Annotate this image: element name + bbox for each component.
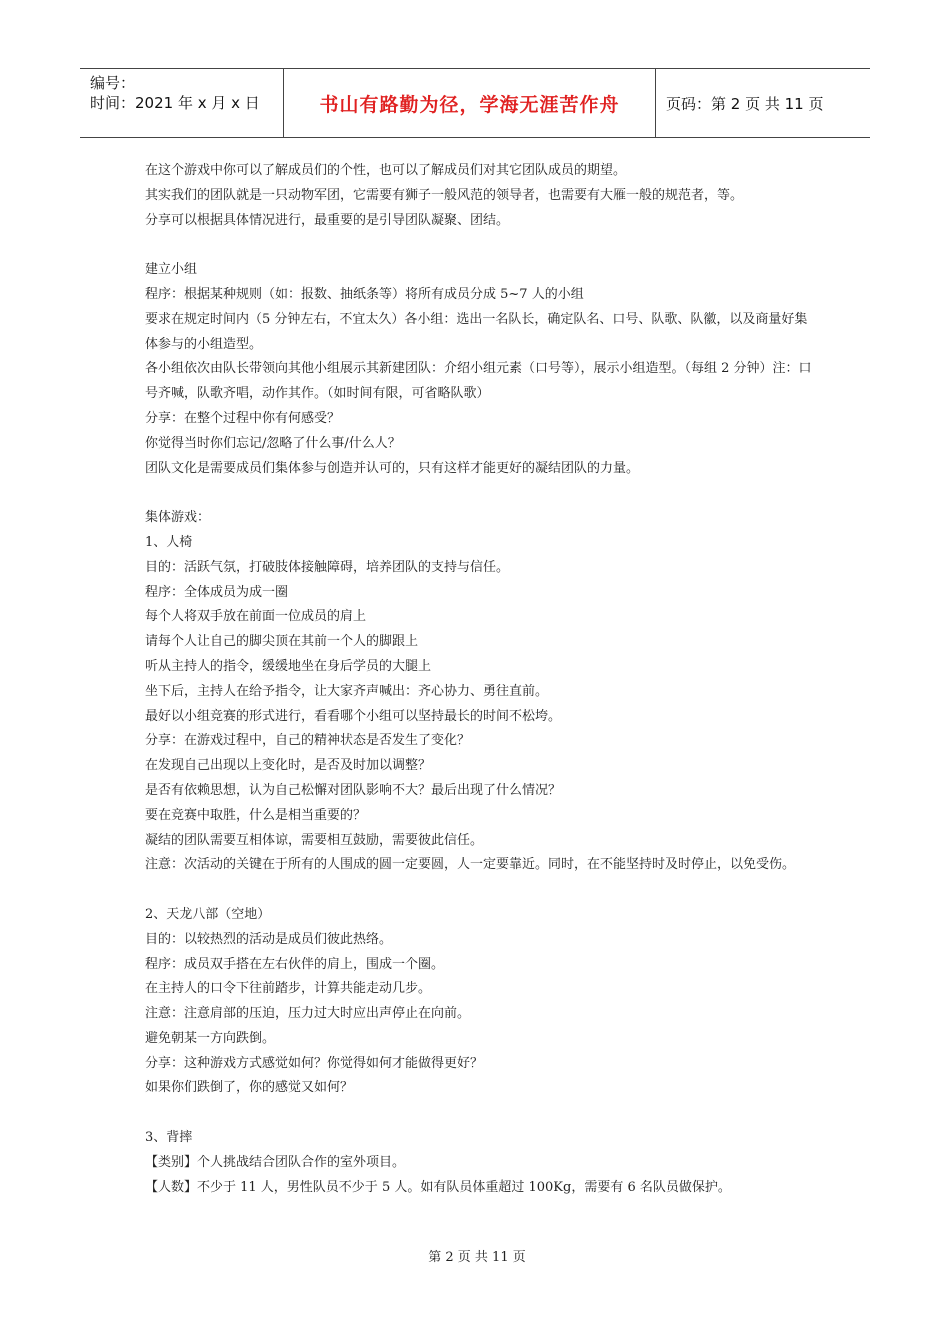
paragraph: 1、人椅	[145, 534, 193, 550]
paragraph: 避免朝某一方向跌倒。	[145, 1030, 276, 1046]
paragraph: 团队文化是需要成员们集体参与创造并认可的，只有这样才能更好的凝结团队的力量。	[145, 460, 640, 476]
paragraph: 最好以小组竞赛的形式进行，看看哪个小组可以坚持最长的时间不松垮。	[145, 708, 562, 724]
paragraph: 2、天龙八部（空地）	[145, 906, 271, 922]
paragraph: 目的：以较热烈的活动是成员们彼此热络。	[145, 931, 393, 947]
header-meta	[80, 69, 283, 137]
paragraph: 如果你们跌倒了，你的感觉又如何？	[145, 1080, 354, 1096]
paragraph: 其实我们的团队就是一只动物军团，它需要有狮子一般风范的领导者，也需要有大雁一般的规范者，等。	[145, 187, 744, 203]
paragraph: 分享：在整个过程中你有何感受？	[145, 410, 341, 426]
paragraph: 程序：全体成员为成一圈	[145, 584, 289, 600]
paragraph: 程序：成员双手搭在左右伙伴的肩上，围成一个圈。	[145, 956, 445, 972]
paragraph-gap	[145, 878, 815, 903]
paragraph: 要求在规定时间内（5 分钟左右，不宜太久）各小组：选出一名队长，确定队名、口号、队歌、队徽，以及商量好集体参与的小组造型。	[145, 311, 808, 352]
paragraph-gap	[145, 233, 815, 258]
paragraph: 注意：次活动的关键在于所有的人围成的圆一定要圆，人一定要靠近。同时，在不能坚持时及时停止，以免受伤。	[145, 857, 796, 873]
header-motto: 书山有路勤为径，学海无涯苦作舟	[283, 69, 656, 137]
paragraph: 凝结的团队需要互相体谅，需要相互鼓励，需要彼此信任。	[145, 832, 484, 848]
paragraph: 在发现自己出现以上变化时，是否及时加以调整？	[145, 758, 432, 774]
paragraph: 坐下后，主持人在给予指令，让大家齐声喊出：齐心协力、勇往直前。	[145, 683, 549, 699]
paragraph: 听从主持人的指令，缓缓地坐在身后学员的大腿上	[145, 658, 432, 674]
paragraph: 注意：注意肩部的压迫，压力过大时应出声停止在向前。	[145, 1006, 471, 1022]
page-header	[80, 68, 870, 138]
paragraph: 分享：这种游戏方式感觉如何？你觉得如何才能做得更好？	[145, 1055, 484, 1071]
paragraph: 程序：根据某种规则（如：报数、抽纸条等）将所有成员分成 5~7 人的小组	[145, 286, 584, 302]
document-number: 编号：	[90, 74, 136, 92]
paragraph: 【人数】不少于 11 人，男性队员不少于 5 人。如有队员体重超过 100Kg，需要有 6 名队员做保护。	[145, 1179, 731, 1195]
document-body	[145, 159, 815, 1200]
header-page-info: 页码：第 2 页 共 11 页	[666, 94, 824, 113]
page-footer: 第 2 页 共 11 页	[428, 1250, 526, 1265]
paragraph: 在这个游戏中你可以了解成员们的个性，也可以了解成员们对其它团队成员的期望。	[145, 163, 627, 178]
paragraph: 各小组依次由队长带领向其他小组展示其新建团队：介绍小组元素（口号等），展示小组造型。（每组 2 分钟）注：口号齐喊，队歌齐唱，动作其作。（如时间有限，可省略队歌）	[145, 361, 812, 402]
paragraph: 请每个人让自己的脚尖顶在其前一个人的脚跟上	[145, 634, 419, 650]
paragraph: 3、背摔	[145, 1130, 193, 1146]
document-date: 时间：2021 年 x 月 x 日	[90, 94, 260, 112]
paragraph: 在主持人的口令下往前踏步，计算共能走动几步。	[145, 981, 432, 997]
paragraph-gap	[145, 1101, 815, 1126]
paragraph: 目的：活跃气氛，打破肢体接触障碍，培养团队的支持与信任。	[145, 559, 510, 575]
paragraph-gap	[145, 481, 815, 506]
paragraph: 是否有依赖思想，认为自己松懈对团队影响不大？最后出现了什么情况？	[145, 782, 562, 798]
paragraph: 集体游戏：	[145, 510, 211, 526]
paragraph: 分享：在游戏过程中，自己的精神状态是否发生了变化？	[145, 733, 471, 749]
paragraph: 要在竞赛中取胜，什么是相当重要的？	[145, 807, 367, 823]
paragraph: 每个人将双手放在前面一位成员的肩上	[145, 609, 367, 625]
paragraph: 建立小组	[145, 262, 198, 278]
paragraph: 分享可以根据具体情况进行，最重要的是引导团队凝聚、团结。	[145, 212, 510, 228]
paragraph: 【类别】个人挑战结合团队合作的室外项目。	[145, 1154, 406, 1170]
paragraph: 你觉得当时你们忘记/忽略了什么事/什么人？	[145, 435, 401, 451]
